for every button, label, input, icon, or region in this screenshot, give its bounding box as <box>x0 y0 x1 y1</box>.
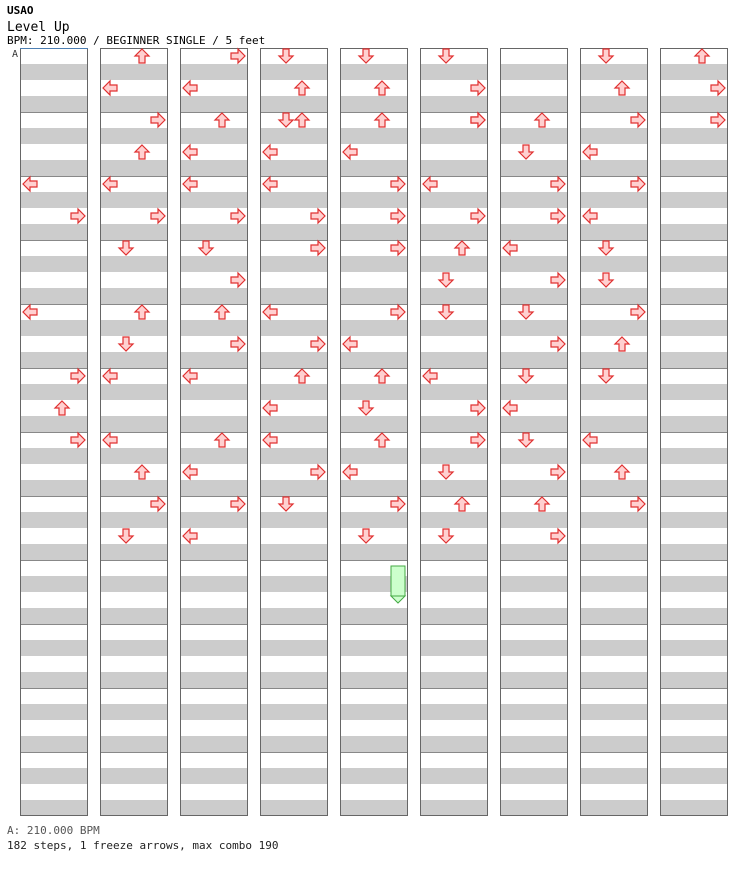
chart-column <box>500 48 568 816</box>
chart-column <box>660 48 728 816</box>
song-title: Level Up <box>7 20 70 35</box>
artist-name: USAO <box>7 4 34 17</box>
chart-column <box>180 48 248 816</box>
bpm-legend: A: 210.000 BPM <box>7 824 100 837</box>
freeze-arrow <box>391 566 405 603</box>
chart-info: BPM: 210.000 / BEGINNER SINGLE / 5 feet <box>7 34 266 47</box>
bpm-marker-label: A <box>12 49 19 60</box>
chart-column <box>340 48 408 816</box>
step-summary: 182 steps, 1 freeze arrows, max combo 190 <box>7 839 279 852</box>
